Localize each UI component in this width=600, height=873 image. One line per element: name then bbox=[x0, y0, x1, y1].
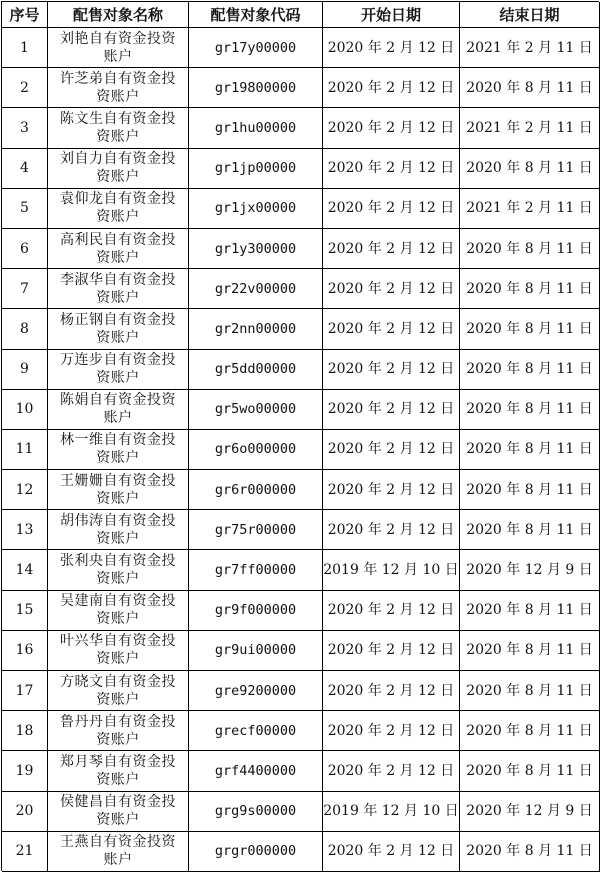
cell-start-date: 2020 年 2 月 12 日 bbox=[323, 350, 460, 390]
placement-objects-table bbox=[1, 1, 599, 871]
cell-code: gr2nn00000 bbox=[189, 309, 323, 349]
cell-name: 陈娟自有资金投资账户 bbox=[48, 390, 189, 430]
cell-no: 20 bbox=[2, 792, 48, 832]
header-code: 配售对象代码 bbox=[189, 2, 323, 28]
cell-end-date: 2020 年 12 月 9 日 bbox=[460, 550, 600, 590]
cell-no: 11 bbox=[2, 430, 48, 470]
cell-name: 高利民自有资金投资账户 bbox=[48, 229, 189, 269]
cell-start-date: 2020 年 2 月 12 日 bbox=[323, 28, 460, 68]
cell-no: 15 bbox=[2, 591, 48, 631]
cell-no: 19 bbox=[2, 751, 48, 791]
cell-no: 5 bbox=[2, 189, 48, 229]
cell-no: 2 bbox=[2, 68, 48, 108]
cell-end-date: 2020 年 8 月 11 日 bbox=[460, 149, 600, 189]
cell-start-date: 2020 年 2 月 12 日 bbox=[323, 510, 460, 550]
cell-end-date: 2020 年 8 月 11 日 bbox=[460, 751, 600, 791]
cell-name: 陈文生自有资金投资账户 bbox=[48, 108, 189, 148]
cell-end-date: 2020 年 8 月 11 日 bbox=[460, 68, 600, 108]
cell-code: gr7ff00000 bbox=[189, 550, 323, 590]
cell-name: 侯健昌自有资金投资账户 bbox=[48, 792, 189, 832]
cell-no: 6 bbox=[2, 229, 48, 269]
cell-no: 14 bbox=[2, 550, 48, 590]
cell-name: 胡伟涛自有资金投资账户 bbox=[48, 510, 189, 550]
cell-code: gr17y00000 bbox=[189, 28, 323, 68]
cell-end-date: 2021 年 2 月 11 日 bbox=[460, 189, 600, 229]
cell-no: 9 bbox=[2, 350, 48, 390]
cell-name: 方晓文自有资金投资账户 bbox=[48, 671, 189, 711]
cell-name: 刘自力自有资金投资账户 bbox=[48, 149, 189, 189]
cell-name: 李淑华自有资金投资账户 bbox=[48, 269, 189, 309]
cell-code: gr1y300000 bbox=[189, 229, 323, 269]
cell-code: grgr000000 bbox=[189, 832, 323, 872]
header-name: 配售对象名称 bbox=[48, 2, 189, 28]
cell-code: grg9s00000 bbox=[189, 792, 323, 832]
cell-end-date: 2020 年 8 月 11 日 bbox=[460, 309, 600, 349]
cell-name: 王姗姗自有资金投资账户 bbox=[48, 470, 189, 510]
cell-code: gr1hu00000 bbox=[189, 108, 323, 148]
cell-end-date: 2020 年 8 月 11 日 bbox=[460, 832, 600, 872]
cell-end-date: 2020 年 8 月 11 日 bbox=[460, 711, 600, 751]
cell-no: 13 bbox=[2, 510, 48, 550]
cell-name: 万连步自有资金投资账户 bbox=[48, 350, 189, 390]
cell-code: grecf00000 bbox=[189, 711, 323, 751]
cell-no: 3 bbox=[2, 108, 48, 148]
cell-end-date: 2020 年 8 月 11 日 bbox=[460, 631, 600, 671]
cell-no: 21 bbox=[2, 832, 48, 872]
cell-no: 12 bbox=[2, 470, 48, 510]
cell-code: gr75r00000 bbox=[189, 510, 323, 550]
cell-name: 林一维自有资金投资账户 bbox=[48, 430, 189, 470]
cell-name: 郑月琴自有资金投资账户 bbox=[48, 751, 189, 791]
cell-code: gr5dd00000 bbox=[189, 350, 323, 390]
cell-end-date: 2020 年 8 月 11 日 bbox=[460, 591, 600, 631]
cell-name: 张利央自有资金投资账户 bbox=[48, 550, 189, 590]
cell-end-date: 2020 年 8 月 11 日 bbox=[460, 269, 600, 309]
cell-no: 7 bbox=[2, 269, 48, 309]
header-end-date: 结束日期 bbox=[460, 2, 600, 28]
cell-end-date: 2020 年 12 月 9 日 bbox=[460, 792, 600, 832]
cell-code: gr1jx00000 bbox=[189, 189, 323, 229]
cell-no: 4 bbox=[2, 149, 48, 189]
cell-start-date: 2020 年 2 月 12 日 bbox=[323, 711, 460, 751]
cell-start-date: 2020 年 2 月 12 日 bbox=[323, 229, 460, 269]
cell-no: 17 bbox=[2, 671, 48, 711]
cell-no: 10 bbox=[2, 390, 48, 430]
cell-start-date: 2019 年 12 月 10 日 bbox=[323, 550, 460, 590]
cell-start-date: 2020 年 2 月 12 日 bbox=[323, 671, 460, 711]
cell-code: gr5wo00000 bbox=[189, 390, 323, 430]
cell-name: 叶兴华自有资金投资账户 bbox=[48, 631, 189, 671]
cell-no: 1 bbox=[2, 28, 48, 68]
cell-name: 鲁丹丹自有资金投资账户 bbox=[48, 711, 189, 751]
cell-end-date: 2020 年 8 月 11 日 bbox=[460, 390, 600, 430]
cell-name: 袁仰龙自有资金投资账户 bbox=[48, 189, 189, 229]
cell-start-date: 2020 年 2 月 12 日 bbox=[323, 189, 460, 229]
cell-code: gr6r000000 bbox=[189, 470, 323, 510]
cell-start-date: 2020 年 2 月 12 日 bbox=[323, 470, 460, 510]
cell-start-date: 2020 年 2 月 12 日 bbox=[323, 390, 460, 430]
cell-start-date: 2019 年 12 月 10 日 bbox=[323, 792, 460, 832]
cell-no: 18 bbox=[2, 711, 48, 751]
cell-code: grf4400000 bbox=[189, 751, 323, 791]
cell-code: gr22v00000 bbox=[189, 269, 323, 309]
header-start-date: 开始日期 bbox=[323, 2, 460, 28]
cell-end-date: 2020 年 8 月 11 日 bbox=[460, 671, 600, 711]
cell-start-date: 2020 年 2 月 12 日 bbox=[323, 68, 460, 108]
cell-start-date: 2020 年 2 月 12 日 bbox=[323, 832, 460, 872]
cell-start-date: 2020 年 2 月 12 日 bbox=[323, 591, 460, 631]
cell-code: gr9f000000 bbox=[189, 591, 323, 631]
cell-end-date: 2020 年 8 月 11 日 bbox=[460, 350, 600, 390]
cell-code: gr9ui00000 bbox=[189, 631, 323, 671]
cell-start-date: 2020 年 2 月 12 日 bbox=[323, 149, 460, 189]
cell-name: 许芝弟自有资金投资账户 bbox=[48, 68, 189, 108]
cell-end-date: 2020 年 8 月 11 日 bbox=[460, 430, 600, 470]
cell-end-date: 2021 年 2 月 11 日 bbox=[460, 28, 600, 68]
cell-end-date: 2020 年 8 月 11 日 bbox=[460, 510, 600, 550]
cell-end-date: 2020 年 8 月 11 日 bbox=[460, 229, 600, 269]
cell-start-date: 2020 年 2 月 12 日 bbox=[323, 108, 460, 148]
cell-code: gr19800000 bbox=[189, 68, 323, 108]
cell-name: 杨正钢自有资金投资账户 bbox=[48, 309, 189, 349]
cell-no: 16 bbox=[2, 631, 48, 671]
cell-end-date: 2021 年 2 月 11 日 bbox=[460, 108, 600, 148]
cell-start-date: 2020 年 2 月 12 日 bbox=[323, 430, 460, 470]
cell-name: 吴建南自有资金投资账户 bbox=[48, 591, 189, 631]
cell-code: gre9200000 bbox=[189, 671, 323, 711]
cell-name: 刘艳自有资金投资账户 bbox=[48, 28, 189, 68]
cell-start-date: 2020 年 2 月 12 日 bbox=[323, 751, 460, 791]
cell-start-date: 2020 年 2 月 12 日 bbox=[323, 309, 460, 349]
cell-code: gr6o000000 bbox=[189, 430, 323, 470]
cell-start-date: 2020 年 2 月 12 日 bbox=[323, 269, 460, 309]
cell-code: gr1jp00000 bbox=[189, 149, 323, 189]
cell-end-date: 2020 年 8 月 11 日 bbox=[460, 470, 600, 510]
cell-name: 王燕自有资金投资账户 bbox=[48, 832, 189, 872]
cell-start-date: 2020 年 2 月 12 日 bbox=[323, 631, 460, 671]
header-no: 序号 bbox=[2, 2, 48, 28]
cell-no: 8 bbox=[2, 309, 48, 349]
